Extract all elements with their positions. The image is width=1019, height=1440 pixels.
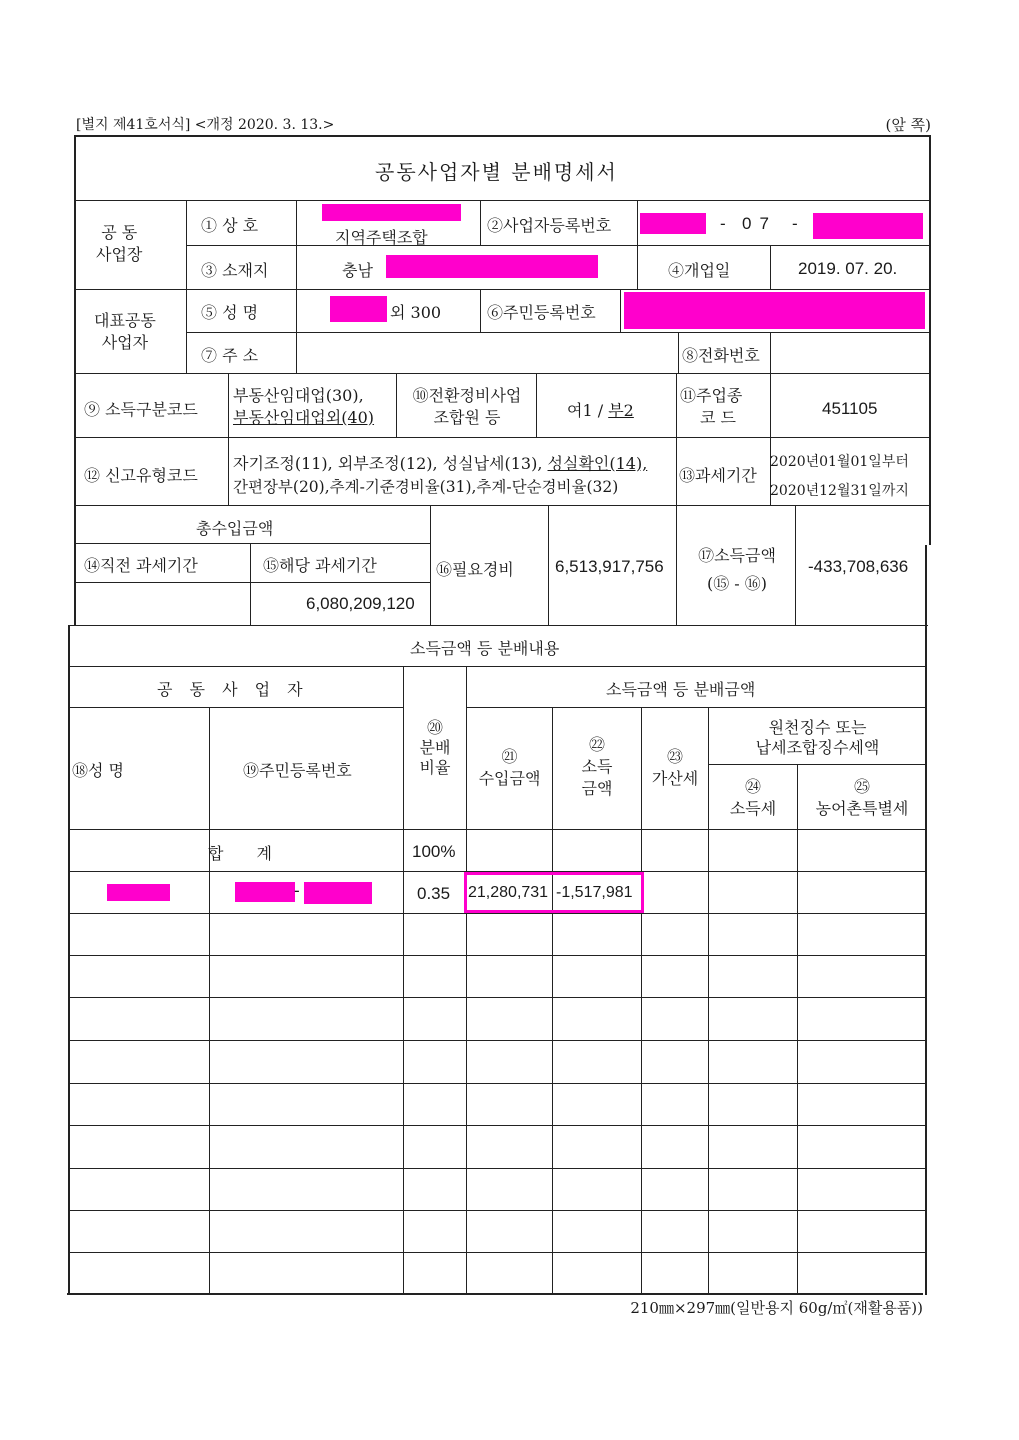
redaction-partner-id-2 (304, 882, 372, 904)
report-type-line-2: 간편장부(20),추계-기준경비율(31),추계-단순경비율(32) (233, 478, 619, 496)
page-side: (앞 쪽) (885, 116, 931, 134)
rural-tax-col-header-1: ㉕ (853, 777, 870, 796)
redaction-address (386, 255, 598, 278)
address-label: ③ 소재지 (201, 261, 269, 280)
business-group-label-1: 공 동 (101, 223, 138, 242)
income-amount-label-1: ⑰소득금액 (698, 546, 776, 565)
main-code-label-1: ⑪주업종 (680, 386, 743, 405)
income-amount-label-2: (⑮ - ⑯) (706, 574, 768, 593)
redaction-resident-no (624, 292, 925, 329)
report-type-label: ⑫ 신고유형코드 (84, 466, 198, 485)
report-type-line-1-a: 자기조정(11), 외부조정(12), 성실납세(13), (233, 454, 548, 473)
income-code-option-1: 부동산임대업(30), (233, 386, 364, 405)
partner-id-dash: - (294, 881, 300, 900)
prev-period-label: ⑭직전 과세기간 (84, 556, 198, 575)
income-col-header-2: 소득 (581, 757, 613, 776)
partners-header: 공 동 사 업 자 (157, 680, 309, 699)
representative-group-label-1: 대표공동 (94, 311, 156, 330)
redaction-trade-name (322, 204, 461, 221)
curr-period-label: ⑮해당 과세기간 (263, 556, 377, 575)
trade-name-value: 지역주택조합 (335, 228, 428, 247)
conversion-label (401, 385, 533, 429)
business-group-label (96, 222, 142, 266)
income-amount-label (682, 542, 792, 598)
row1-ratio: 0.35 (417, 884, 451, 903)
report-type-selected: 성실확인(14), (547, 454, 648, 473)
conversion-label-2: 조합원 등 (433, 408, 501, 427)
revenue-col-header-2: 수입금액 (478, 769, 541, 788)
report-type-line-1 (233, 451, 647, 474)
reg-no-mid: 07 (742, 214, 777, 233)
redaction-rep-name (330, 296, 387, 322)
ratio-col-header (404, 718, 466, 778)
business-group-label-2: 사업장 (96, 245, 143, 264)
period-from: 2020년01월01일부터 (770, 454, 909, 470)
total-revenue-label: 총수입금액 (196, 519, 274, 538)
income-col-header-3: 금액 (581, 779, 613, 798)
rural-tax-col-header-2: 농어촌특별세 (815, 799, 909, 818)
income-tax-col-header (709, 776, 797, 820)
reg-no-label: ②사업자등록번호 (487, 216, 612, 235)
main-code-value: 451105 (822, 399, 878, 418)
revenue-col-header (467, 746, 552, 790)
reg-no-dash-1: - (720, 214, 726, 233)
resident-no-label: ⑥주민등록번호 (487, 303, 596, 322)
reg-no-dash-2: - (792, 214, 798, 233)
open-date-label: ④개업일 (668, 261, 731, 280)
amounts-header: 소득금액 등 분배금액 (606, 680, 756, 699)
withholding-header-1: 원천징수 또는 (768, 718, 867, 737)
distribution-section-title: 소득금액 등 분배내용 (410, 639, 560, 658)
form-title: 공동사업자별 분배명세서 (375, 160, 618, 184)
form-number: [별지 제41호서식] <개정 2020. 3. 13.> (76, 117, 335, 133)
total-row-ratio: 100% (412, 842, 456, 861)
income-code-label: ⑨ 소득구분코드 (84, 400, 198, 419)
expense-label: ⑯필요경비 (436, 560, 514, 579)
withholding-header-2: 납세조합징수세액 (755, 738, 880, 757)
conversion-value-selected: 부2 (608, 401, 634, 420)
penalty-col-header-1: ㉓ (666, 747, 683, 766)
row1-revenue: 21,280,731 (468, 884, 549, 901)
ratio-col-header-2: 분배 (419, 738, 451, 757)
income-amount-value: -433,708,636 (808, 557, 909, 576)
income-col-header (553, 734, 641, 800)
representative-group-label-2: 사업자 (101, 333, 149, 352)
ratio-col-header-1: ⑳ (426, 718, 443, 737)
curr-period-value: 6,080,209,120 (306, 594, 415, 613)
period-to: 2020년12월31일까지 (770, 483, 909, 499)
redaction-partner-id-1 (235, 882, 295, 902)
income-col-header-1: ㉒ (588, 735, 605, 754)
open-date-value: 2019. 07. 20. (798, 259, 898, 278)
rural-tax-col-header (798, 776, 926, 820)
redaction-reg-no-1 (640, 213, 706, 234)
period-label: ⑬과세기간 (679, 466, 757, 485)
main-code-label (680, 385, 742, 429)
name-col-header: ⑱성 명 (72, 761, 124, 780)
representative-group-label (94, 310, 156, 354)
address-value: 충남 (342, 261, 373, 280)
name-label: ⑤ 성 명 (201, 303, 259, 322)
income-tax-col-header-1: ㉔ (744, 777, 761, 796)
conversion-value (567, 398, 634, 421)
phone-label: ⑧전화번호 (682, 346, 760, 365)
redaction-partner-name (107, 884, 170, 901)
resident-col-header: ⑲주민등록번호 (243, 761, 352, 780)
conversion-value-prefix: 여1 / (567, 401, 609, 420)
highlight-box (464, 872, 644, 913)
main-code-label-2: 코 드 (700, 408, 736, 427)
redaction-reg-no-2 (813, 213, 923, 239)
conversion-label-1: ⑩전환정비사업 (412, 386, 522, 405)
ratio-col-header-3: 비율 (419, 758, 451, 777)
income-code-option-2: 부동산임대업외(40) (233, 408, 375, 427)
trade-name-label: ① 상 호 (201, 216, 259, 235)
row1-income: -1,517,981 (556, 884, 633, 901)
paper-spec: 210㎜×297㎜(일반용지 60g/㎡(재활용품)) (630, 1299, 923, 1317)
expense-value: 6,513,917,756 (555, 557, 664, 576)
income-code-options (233, 385, 374, 429)
withholding-header (709, 718, 926, 758)
rep-name-suffix: 외 300 (390, 303, 442, 322)
penalty-col-header (642, 746, 708, 790)
revenue-col-header-1: ㉑ (501, 747, 518, 766)
total-row-label: 합 계 (208, 844, 286, 863)
income-tax-col-header-2: 소득세 (729, 799, 777, 818)
rep-address-label: ⑦ 주 소 (201, 346, 259, 365)
penalty-col-header-2: 가산세 (651, 769, 699, 788)
